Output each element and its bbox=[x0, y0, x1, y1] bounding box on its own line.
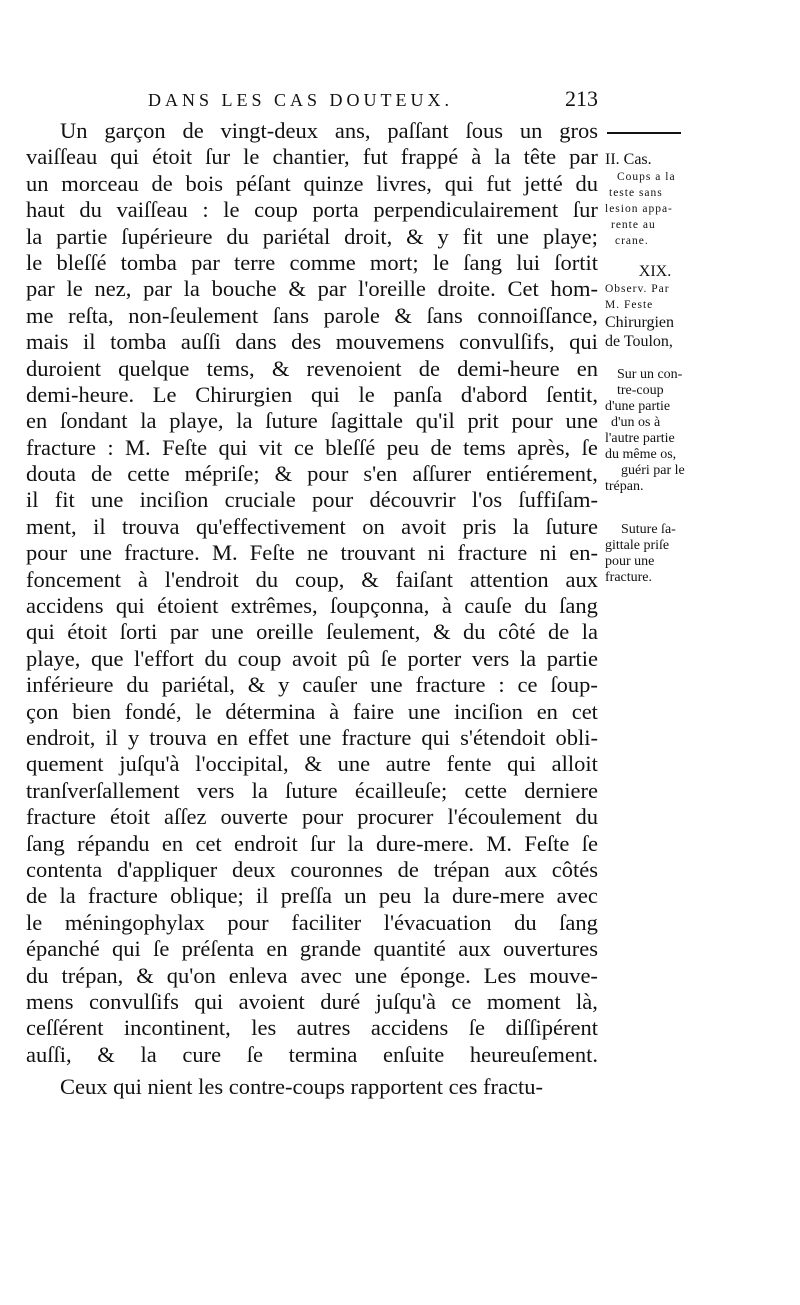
body-line: vaiſſeau qui étoit ſur le chantier, fut frappé à la tête par bbox=[26, 144, 598, 170]
margin-note-line: du même os, bbox=[605, 447, 677, 462]
margin-note-line: Chirurgien bbox=[605, 314, 675, 331]
body-line: un morceau de bois péſant quinze livres, qui fut jetté du bbox=[26, 170, 598, 196]
margin-note-line: rente au bbox=[611, 219, 656, 231]
margin-note-line: Suture ſa- bbox=[621, 522, 676, 537]
margin-note-line: Sur un con- bbox=[617, 367, 683, 382]
margin-note-line: XIX. bbox=[638, 263, 672, 280]
margin-observation-heading bbox=[605, 262, 705, 351]
margin-note-line: tre-coup bbox=[617, 383, 664, 398]
running-title: DANS LES CAS DOUTEUX. bbox=[148, 90, 454, 110]
body-line: douta de cette mépriſe; & pour s'en aſſurer entiérement, bbox=[26, 461, 598, 487]
margin-note-line: trépan. bbox=[605, 479, 644, 494]
body-line: la partie ſupérieure du pariétal droit, & y fit une playe; bbox=[26, 223, 598, 249]
margin-case-heading bbox=[605, 150, 705, 249]
body-line: auſſi, & la cure ſe termina enſuite heureuſement. bbox=[26, 1041, 598, 1067]
margin-note-line: lesion appa- bbox=[605, 203, 673, 215]
body-line: contenta d'appliquer deux couronnes de trépan aux côtés bbox=[26, 856, 598, 882]
margin-note-line: Coups a la bbox=[617, 171, 676, 183]
margin-note-line: II. Cas. bbox=[605, 151, 652, 168]
body-line: quement juſqu'à l'occipital, & une autre fente qui alloit bbox=[26, 751, 598, 777]
margin-note-line: teste sans bbox=[609, 187, 663, 199]
body-line: pour une fracture. M. Feſte ne trouvant ni fracture ni en- bbox=[26, 540, 598, 566]
body-line: tranſverſallement vers la ſuture écailleuſe; cette derniere bbox=[26, 777, 598, 803]
margin-note-line: crane. bbox=[615, 235, 649, 247]
running-header bbox=[148, 84, 598, 118]
margin-rule bbox=[607, 132, 681, 134]
page-number: 213 bbox=[565, 86, 598, 111]
body-line: haut du vaiſſeau : le coup porta perpendiculairement ſur bbox=[26, 197, 598, 223]
margin-note-line: M. Feste bbox=[605, 299, 654, 311]
body-line: duroient quelque tems, & revenoient de demi-heure en bbox=[26, 355, 598, 381]
body-line: il fit une inciſion cruciale pour découvrir l'os ſuffiſam- bbox=[26, 487, 598, 513]
body-line: ſang répandu en cet endroit ſur la dure-mere. M. Feſte ſe bbox=[26, 830, 598, 856]
body-line-final: Ceux qui nient les contre-coups rapportent ces fractu- bbox=[60, 1074, 543, 1100]
margin-note-line: gittale priſe bbox=[605, 538, 670, 553]
body-line: fracture : M. Feſte qui vit ce bleſſé peu de tems après, ſe bbox=[26, 434, 598, 460]
body-line: de la fracture oblique; il preſſa un peu la dure-mere avec bbox=[26, 883, 598, 909]
body-line: ceſſérent incontinent, les autres accidens ſe diſſipérent bbox=[26, 1015, 598, 1041]
body-line: mens convulſifs qui avoient duré juſqu'à ce moment là, bbox=[26, 988, 598, 1014]
body-line: ment, il trouva qu'effectivement on avoit pris la ſuture bbox=[26, 513, 598, 539]
body-line: fracture étoit aſſez ouverte pour procurer l'écoulement du bbox=[26, 804, 598, 830]
body-line: en ſondant la playe, la ſuture ſagittale qu'il prit pour une bbox=[26, 408, 598, 434]
body-line: accidens qui étoient extrêmes, ſoupçonna, à cauſe du ſang bbox=[26, 593, 598, 619]
margin-note-line: d'une partie bbox=[605, 399, 671, 414]
body-line: qui étoit ſorti par une oreille ſeulement, & du côté de la bbox=[26, 619, 598, 645]
margin-note-line: de Toulon, bbox=[605, 333, 673, 350]
body-line: playe, que l'effort du coup avoit pû ſe porter vers la partie bbox=[26, 645, 598, 671]
margin-note-line: fracture. bbox=[605, 570, 653, 585]
margin-note-line: pour une bbox=[605, 554, 655, 569]
body-line: le bleſſé tomba par terre comme mort; le ſang lui ſortit bbox=[26, 249, 598, 275]
margin-note-line: guéri par le bbox=[621, 463, 685, 478]
body-line: endroit, il y trouva en effet une fracture qui s'étendoit obli- bbox=[26, 724, 598, 750]
body-text bbox=[26, 118, 598, 1100]
body-line: épanché qui ſe préſenta en grande quantité aux ouvertures bbox=[26, 936, 598, 962]
body-line: par le nez, par la bouche & par l'oreille droite. Cet hom- bbox=[26, 276, 598, 302]
body-line: me reſta, non-ſeulement ſans parole & ſans connoiſſance, bbox=[26, 302, 598, 328]
margin-note-line: Observ. Par bbox=[605, 283, 670, 295]
body-line: mais il tomba auſſi dans des mouvemens convulſifs, qui bbox=[26, 329, 598, 355]
body-line: demi-heure. Le Chirurgien qui le panſa d'abord ſentit, bbox=[26, 381, 598, 407]
body-line: foncement à l'endroit du coup, & faiſant attention aux bbox=[26, 566, 598, 592]
margin-note-line: l'autre partie bbox=[605, 431, 675, 446]
body-line: du trépan, & qu'on enleva avec une éponge. Les mouve- bbox=[26, 962, 598, 988]
margin-note-suture bbox=[605, 522, 705, 586]
body-line: le méningophylax pour faciliter l'évacuation du ſang bbox=[26, 909, 598, 935]
margin-note-contre-coup bbox=[605, 367, 705, 495]
body-line: inférieure du pariétal, & y cauſer une fracture : ce ſoup- bbox=[26, 672, 598, 698]
body-line: çon bien fondé, le détermina à faire une inciſion en cet bbox=[26, 698, 598, 724]
margin-note-line: d'un os à bbox=[611, 415, 661, 430]
body-line: Un garçon de vingt-deux ans, paſſant ſous un gros bbox=[60, 118, 598, 143]
